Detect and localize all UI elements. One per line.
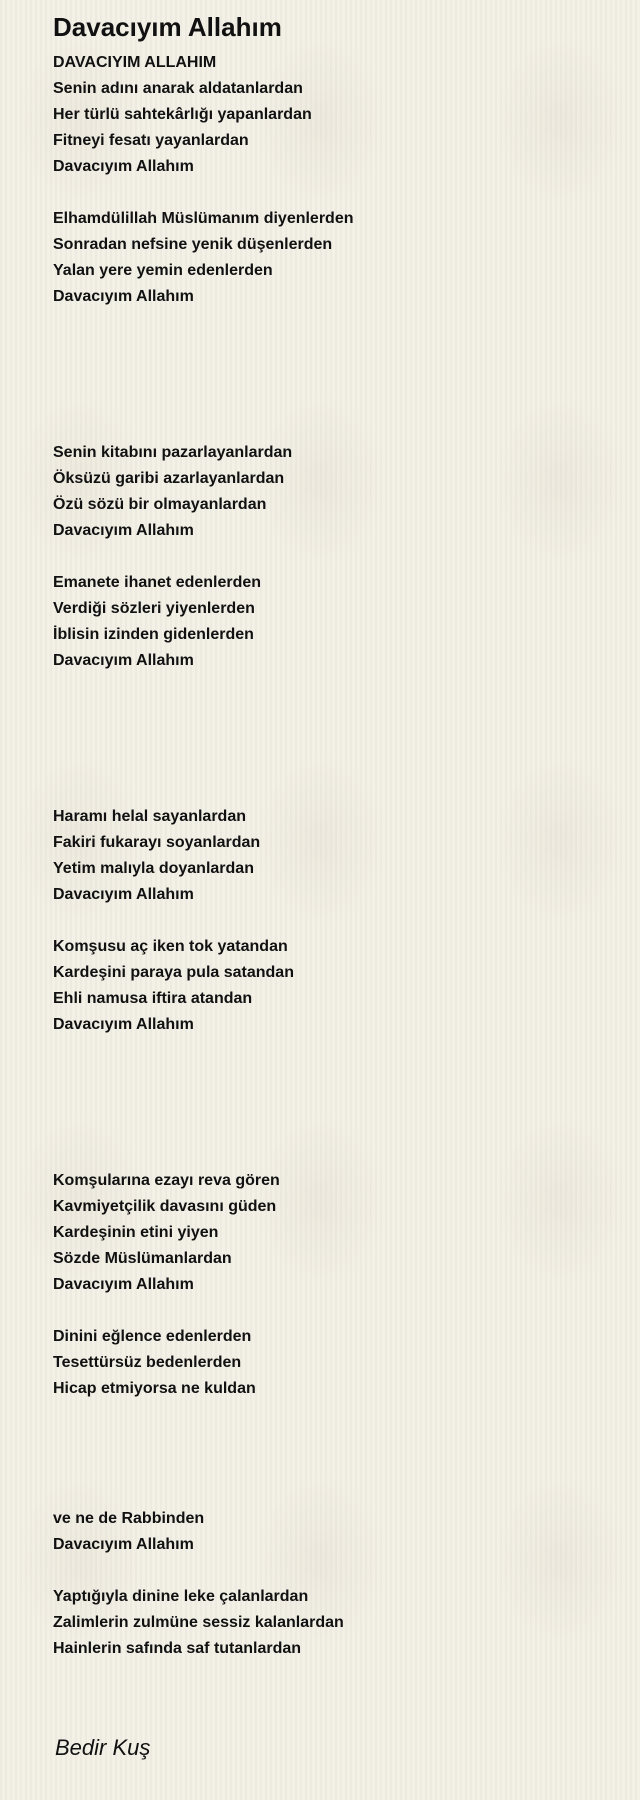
stanza-gap: [53, 1428, 613, 1454]
poem-line: Haramı helal sayanlardan: [53, 808, 246, 825]
poem-line: Kardeşinin etini yiyen: [53, 1224, 219, 1241]
poem-line: Elhamdülillah Müslümanım diyenlerden: [53, 210, 354, 227]
poem-line: Davacıyım Allahım: [53, 886, 194, 903]
poem-line: Yetim malıyla doyanlardan: [53, 860, 254, 877]
stanza-gap: [53, 362, 613, 388]
poem-line: Verdiği sözleri yiyenlerden: [53, 600, 255, 617]
poem-line: Her türlü sahtekârlığı yapanlardan: [53, 106, 312, 123]
stanza-gap: [53, 1090, 613, 1116]
poem-line: DAVACIYIM ALLAHIM: [53, 54, 217, 71]
poem-line: Fitneyi fesatı yayanlardan: [53, 132, 249, 149]
stanza-gap: [53, 1142, 613, 1168]
poem-title: Davacıyım Allahım: [53, 12, 282, 42]
poem-page: [53, 8, 613, 1662]
stanza-gap: [53, 726, 613, 752]
stanza-gap: [53, 908, 613, 934]
stanza-gap: [53, 544, 613, 570]
poem-line: Fakiri fukarayı soyanlardan: [53, 834, 261, 851]
poem-line: Davacıyım Allahım: [53, 1016, 194, 1033]
stanza-gap: [53, 336, 613, 362]
poem-line: Özü sözü bir olmayanlardan: [53, 496, 267, 513]
stanza-gap: [53, 1038, 613, 1064]
stanza-gap: [53, 1116, 613, 1142]
poem-line: Senin kitabını pazarlayanlardan: [53, 444, 293, 461]
poem-author: Bedir Kuş: [55, 1735, 151, 1760]
poem-line: Öksüzü garibi azarlayanlardan: [53, 470, 285, 487]
stanza-gap: [53, 778, 613, 804]
poem-line: Ehli namusa iftira atandan: [53, 990, 253, 1007]
poem-line: Zalimlerin zulmüne sessiz kalanlardan: [53, 1614, 344, 1631]
poem-line: Davacıyım Allahım: [53, 1276, 194, 1293]
stanza-gap: [53, 1402, 613, 1428]
poem-line: Senin adını anarak aldatanlardan: [53, 80, 303, 97]
poem-line: İblisin izinden gidenlerden: [53, 626, 254, 643]
poem-line: ve ne de Rabbinden: [53, 1510, 205, 1527]
stanza-gap: [53, 414, 613, 440]
stanza-gap: [53, 1064, 613, 1090]
stanza-gap: [53, 674, 613, 700]
poem-line: Kavmiyetçilik davasını güden: [53, 1198, 277, 1215]
poem-line: Hicap etmiyorsa ne kuldan: [53, 1380, 256, 1397]
stanza-gap: [53, 180, 613, 206]
poem-line: Davacıyım Allahım: [53, 288, 194, 305]
poem-line: Davacıyım Allahım: [53, 1536, 194, 1553]
stanza-gap: [53, 700, 613, 726]
stanza-gap: [53, 310, 613, 336]
poem-line: Yaptığıyla dinine leke çalanlardan: [53, 1588, 309, 1605]
poem-line: Davacıyım Allahım: [53, 158, 194, 175]
poem-line: Tesettürsüz bedenlerden: [53, 1354, 242, 1371]
stanza-gap: [53, 1480, 613, 1506]
poem-line: Emanete ihanet edenlerden: [53, 574, 262, 591]
poem-line: Sonradan nefsine yenik düşenlerden: [53, 236, 333, 253]
poem-body: [53, 50, 613, 1662]
poem-line: Komşusu aç iken tok yatandan: [53, 938, 288, 955]
stanza-gap: [53, 1454, 613, 1480]
stanza-gap: [53, 1298, 613, 1324]
poem-line: Hainlerin safında saf tutanlardan: [53, 1640, 302, 1657]
poem-line: Davacıyım Allahım: [53, 522, 194, 539]
poem-line: Dinini eğlence edenlerden: [53, 1328, 252, 1345]
stanza-gap: [53, 388, 613, 414]
poem-line: Kardeşini paraya pula satandan: [53, 964, 294, 981]
poem-line: Sözde Müslümanlardan: [53, 1250, 232, 1267]
poem-line: Yalan yere yemin edenlerden: [53, 262, 273, 279]
poem-line: Davacıyım Allahım: [53, 652, 194, 669]
stanza-gap: [53, 752, 613, 778]
stanza-gap: [53, 1558, 613, 1584]
poem-line: Komşularına ezayı reva gören: [53, 1172, 280, 1189]
